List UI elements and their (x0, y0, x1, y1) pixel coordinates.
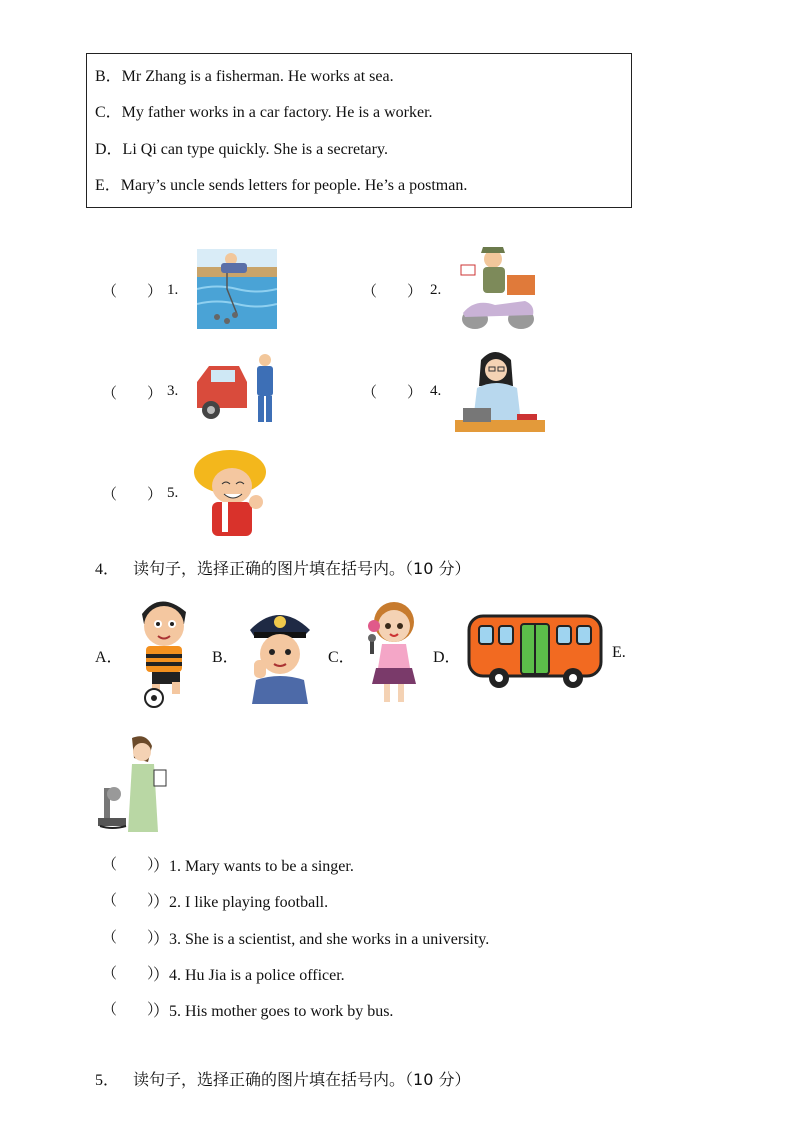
item-number-4: 4. (430, 383, 442, 399)
answer-blank-1[interactable]: （ ） (102, 284, 163, 300)
sentence-1: ）1. Mary wants to be a singer. (153, 858, 354, 875)
police-officer-picture (244, 600, 314, 704)
option-e: E．Mary’s uncle sends letters for people. He’s a postman. (95, 177, 468, 194)
picture-label-a: A． (95, 649, 123, 666)
farmer-picture (192, 446, 270, 542)
sentence-3: ）3. She is a scientist, and she works in a university. (153, 931, 490, 948)
option-d: D．Li Qi can type quickly. She is a secretary. (95, 141, 388, 158)
singer-girl-picture (360, 596, 428, 708)
answer-blank-2[interactable]: （ ） (362, 284, 423, 300)
picture-label-c: C． (328, 649, 355, 666)
picture-label-d: D． (433, 649, 461, 666)
section-5-instructions: 读句子，选择正确的图片填在括号内。（10 分） (133, 1070, 471, 1089)
answer-blank-s4-2[interactable]: （ ） (102, 893, 163, 909)
section-4-instructions: 读句子，选择正确的图片填在括号内。（10 分） (133, 559, 471, 578)
sentence-4: ）4. Hu Jia is a police officer. (153, 967, 345, 984)
answer-blank-s4-4[interactable]: （ ） (102, 966, 163, 982)
item-number-2: 2. (430, 282, 442, 298)
postman-picture (455, 243, 539, 333)
item-number-3: 3. (167, 383, 179, 399)
bus-picture (467, 614, 603, 690)
answer-blank-4[interactable]: （ ） (362, 385, 423, 401)
sentence-5: ）5. His mother goes to work by bus. (153, 1003, 394, 1020)
item-number-5: 5. (167, 485, 179, 501)
options-box (86, 53, 632, 208)
option-b: B．Mr Zhang is a fisherman. He works at sea. (95, 68, 394, 85)
option-c: C．My father works in a car factory. He is a worker. (95, 104, 433, 121)
section-4-number: 4． (95, 561, 120, 578)
sentence-2: ）2. I like playing football. (153, 894, 329, 911)
worker-picture (195, 352, 283, 428)
answer-blank-3[interactable]: （ ） (102, 386, 163, 402)
answer-blank-s4-5[interactable]: （ ） (102, 1002, 163, 1018)
fisherman-picture (197, 249, 277, 329)
scientist-picture (96, 732, 172, 836)
secretary-picture (455, 346, 545, 434)
football-boy-picture (130, 594, 200, 708)
picture-label-e: E. (612, 644, 626, 661)
picture-label-b: B． (212, 649, 239, 666)
answer-blank-5[interactable]: （ ） (102, 487, 163, 503)
section-5-heading (95, 1067, 470, 1090)
item-number-1: 1. (167, 282, 179, 298)
answer-blank-s4-3[interactable]: （ ） (102, 930, 163, 946)
answer-blank-s4-1[interactable]: （ ） (102, 857, 163, 873)
section-4-heading (95, 556, 470, 579)
section-5-number: 5． (95, 1072, 120, 1089)
